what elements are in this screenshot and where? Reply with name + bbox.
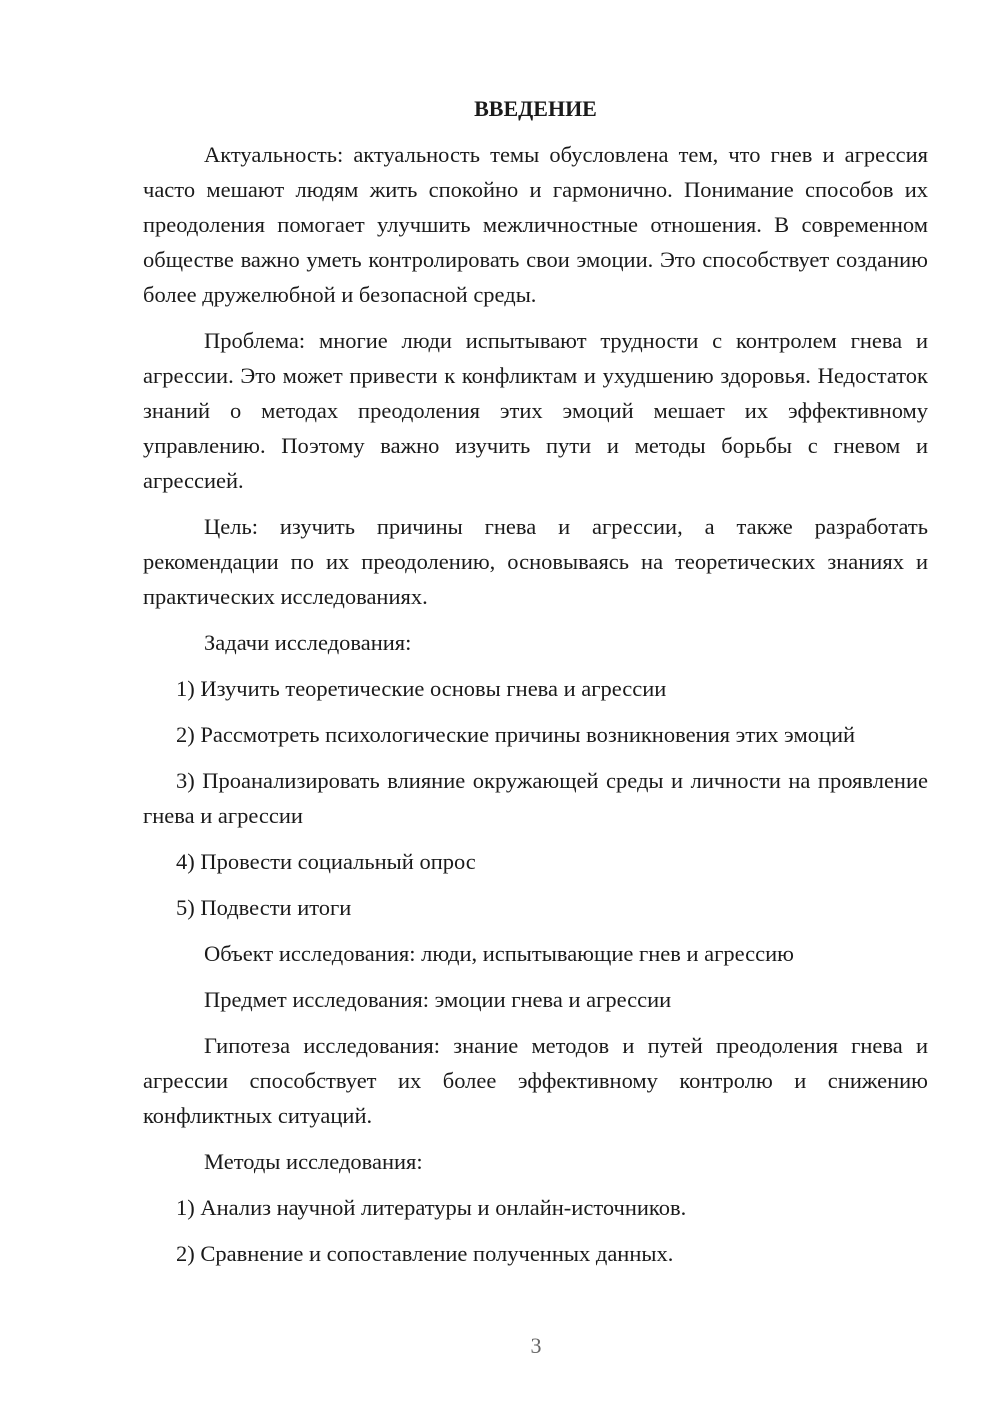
goal-paragraph: Цель: изучить причины гнева и агрессии, а также разработать рекомендации по их преодолению, основываясь на теоретических знаниях и практических исследованиях. <box>143 514 928 609</box>
list-item: 1) Анализ научной литературы и онлайн-источников. <box>176 1195 687 1220</box>
problem-paragraph: Проблема: многие люди испытывают трудности с контролем гнева и агрессии. Это может привести к конфликтам и ухудшению здоровья. Недостаток знаний о методах преодоления этих эмоций мешает их эффективному управлению. Поэтому важно изучить пути и методы борьбы с гневом и агрессией. <box>143 328 928 493</box>
tasks-heading: Задачи исследования: <box>204 630 412 655</box>
list-item: 3) Проанализировать влияние окружающей среды и личности на проявление гнева и агрессии <box>143 768 928 828</box>
methods-list <box>143 1190 928 1271</box>
subject-paragraph: Предмет исследования: эмоции гнева и агрессии <box>204 987 672 1012</box>
document-page <box>143 94 928 1282</box>
tasks-list <box>143 671 928 925</box>
methods-heading: Методы исследования: <box>204 1149 423 1174</box>
list-item: 5) Подвести итоги <box>176 895 352 920</box>
hypothesis-paragraph: Гипотеза исследования: знание методов и путей преодоления гнева и агрессии способствует их более эффективному контролю и снижению конфликтных ситуаций. <box>143 1033 928 1128</box>
list-item: 1) Изучить теоретические основы гнева и агрессии <box>176 676 667 701</box>
list-item: 2) Рассмотреть психологические причины возникновения этих эмоций <box>176 722 856 747</box>
list-item: 2) Сравнение и сопоставление полученных данных. <box>176 1241 674 1266</box>
page-title: ВВЕДЕНИЕ <box>474 96 597 121</box>
page-number: 3 <box>530 1333 542 1358</box>
list-item: 4) Провести социальный опрос <box>176 849 476 874</box>
object-paragraph: Объект исследования: люди, испытывающие гнев и агрессию <box>204 941 794 966</box>
relevance-paragraph: Актуальность: актуальность темы обусловлена тем, что гнев и агрессия часто мешают людям жить спокойно и гармонично. Понимание способов их преодоления помогает улучшить межличностные отношения. В современном обществе важно уметь контролировать свои эмоции. Это способствует созданию более дружелюбной и безопасной среды. <box>143 142 928 307</box>
